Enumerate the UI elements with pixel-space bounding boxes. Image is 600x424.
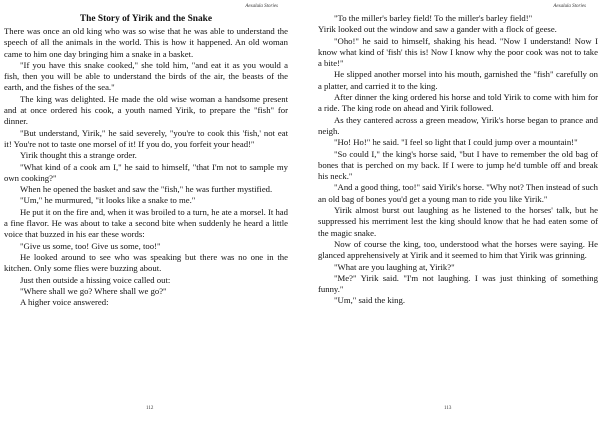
paragraph: He slipped another morsel into his mouth, garnished the "fish" carefully on a platter, and carried it to the king.	[318, 69, 598, 91]
paragraph: "And a good thing, too!" said Yirik's horse. "Why not? Then instead of such an old bag of bones you'd get a young man to ride you like Yirik."	[318, 182, 598, 204]
paragraph: "What kind of a cook am I," he said to himself, "that I'm not to sample my own cooking?"	[4, 161, 288, 183]
paragraph: He put it on the fire and, when it was broiled to a turn, he ate a morsel. It had a fine flavor. He was about to take a second bite when suddenly he heard a little voice that buzzed in his ear these words:	[4, 206, 288, 240]
paragraph: "Oho!" he said to himself, shaking his head. "Now I understand! Now I know what kind of 'fish' this is! Now I know why the poor cook was not to take a bite!"	[318, 35, 598, 69]
running-head: Aesalula Stories	[553, 4, 586, 9]
paragraph: "But understand, Yirik," he said severely, "you're to cook this 'fish,' not eat it! You're not to taste one morsel of it! If you do, you forfeit your head!"	[4, 127, 288, 149]
paragraph: "Um," he murmured, "it looks like a snake to me."	[20, 195, 196, 206]
paragraph: "What are you laughing at, Yirik?"	[334, 261, 455, 272]
right-paragraphs	[318, 13, 598, 307]
paragraph: "Me?" Yirik said. "I'm not laughing. I was just thinking of something funny."	[318, 272, 598, 295]
paragraph: A higher voice answered:	[20, 297, 109, 308]
paragraph: Now of course the king, too, understood what the horses were saying. He glanced apprehensively at Yirik and it seemed to him that Yirik was grinning.	[318, 238, 598, 261]
right-text-column	[318, 13, 598, 307]
paragraph: He looked around to see who was speaking but there was no one in the kitchen. Only some flies were buzzing about.	[4, 251, 288, 274]
page-number: 112	[146, 406, 154, 411]
paragraph: As they cantered across a green meadow, Yirik's horse began to prance and neigh.	[318, 114, 598, 136]
right-page	[300, 0, 600, 424]
left-paragraphs	[4, 26, 288, 308]
paragraph: Yirik looked out the window and saw a gander with a flock of geese.	[318, 24, 557, 35]
paragraph: Yirik thought this a strange order.	[20, 150, 137, 161]
paragraph: After dinner the king ordered his horse and told Yirik to come with him for a ride. The king rode on ahead and Yirik followed.	[318, 92, 598, 114]
paragraph: "Um," said the king.	[334, 295, 406, 306]
left-text-column	[4, 13, 288, 308]
paragraph: "Ho! Ho!" he said. "I feel so light that I could jump over a mountain!"	[334, 137, 578, 148]
paragraph: "If you have this snake cooked," she told him, "and eat it as you would a fish, then you will be able to understand the birds of the air, the beasts of the earth, and the fishes of the sea."	[4, 59, 288, 93]
running-head: Aesalula Stories	[245, 4, 278, 9]
paragraph: "Give us some, too! Give us some, too!"	[20, 240, 161, 251]
paragraph: Just then outside a hissing voice called out:	[20, 274, 171, 285]
paragraph: "So could I," the king's horse said, "but I have to remember the old bag of bones that is perched on my back. If I were to jump he'd tumble off and break his neck."	[318, 148, 598, 182]
paragraph: Yirik almost burst out laughing as he listened to the horses' talk, but he suppressed his merriment lest the king should know that he had eaten some of the magic snake.	[318, 205, 598, 238]
paragraph: "To the miller's barley field! To the miller's barley field!"	[334, 13, 533, 23]
page-number: 113	[444, 406, 452, 411]
paragraph: When he opened the basket and saw the "fish," he was further mystified.	[20, 184, 273, 195]
paragraph: "Where shall we go? Where shall we go?"	[20, 285, 167, 296]
paragraph: There was once an old king who was so wise that he was able to understand the speech of all the animals in the world. This is how it happened. An old woman came to him one day bringing him a snake in a basket.	[4, 26, 288, 59]
story-title: The Story of Yirik and the Snake	[79, 14, 213, 24]
paragraph: The king was delighted. He made the old wise woman a handsome present and at once ordered his cook, a youth named Yirik, to prepare the "fish" for dinner.	[4, 93, 288, 127]
